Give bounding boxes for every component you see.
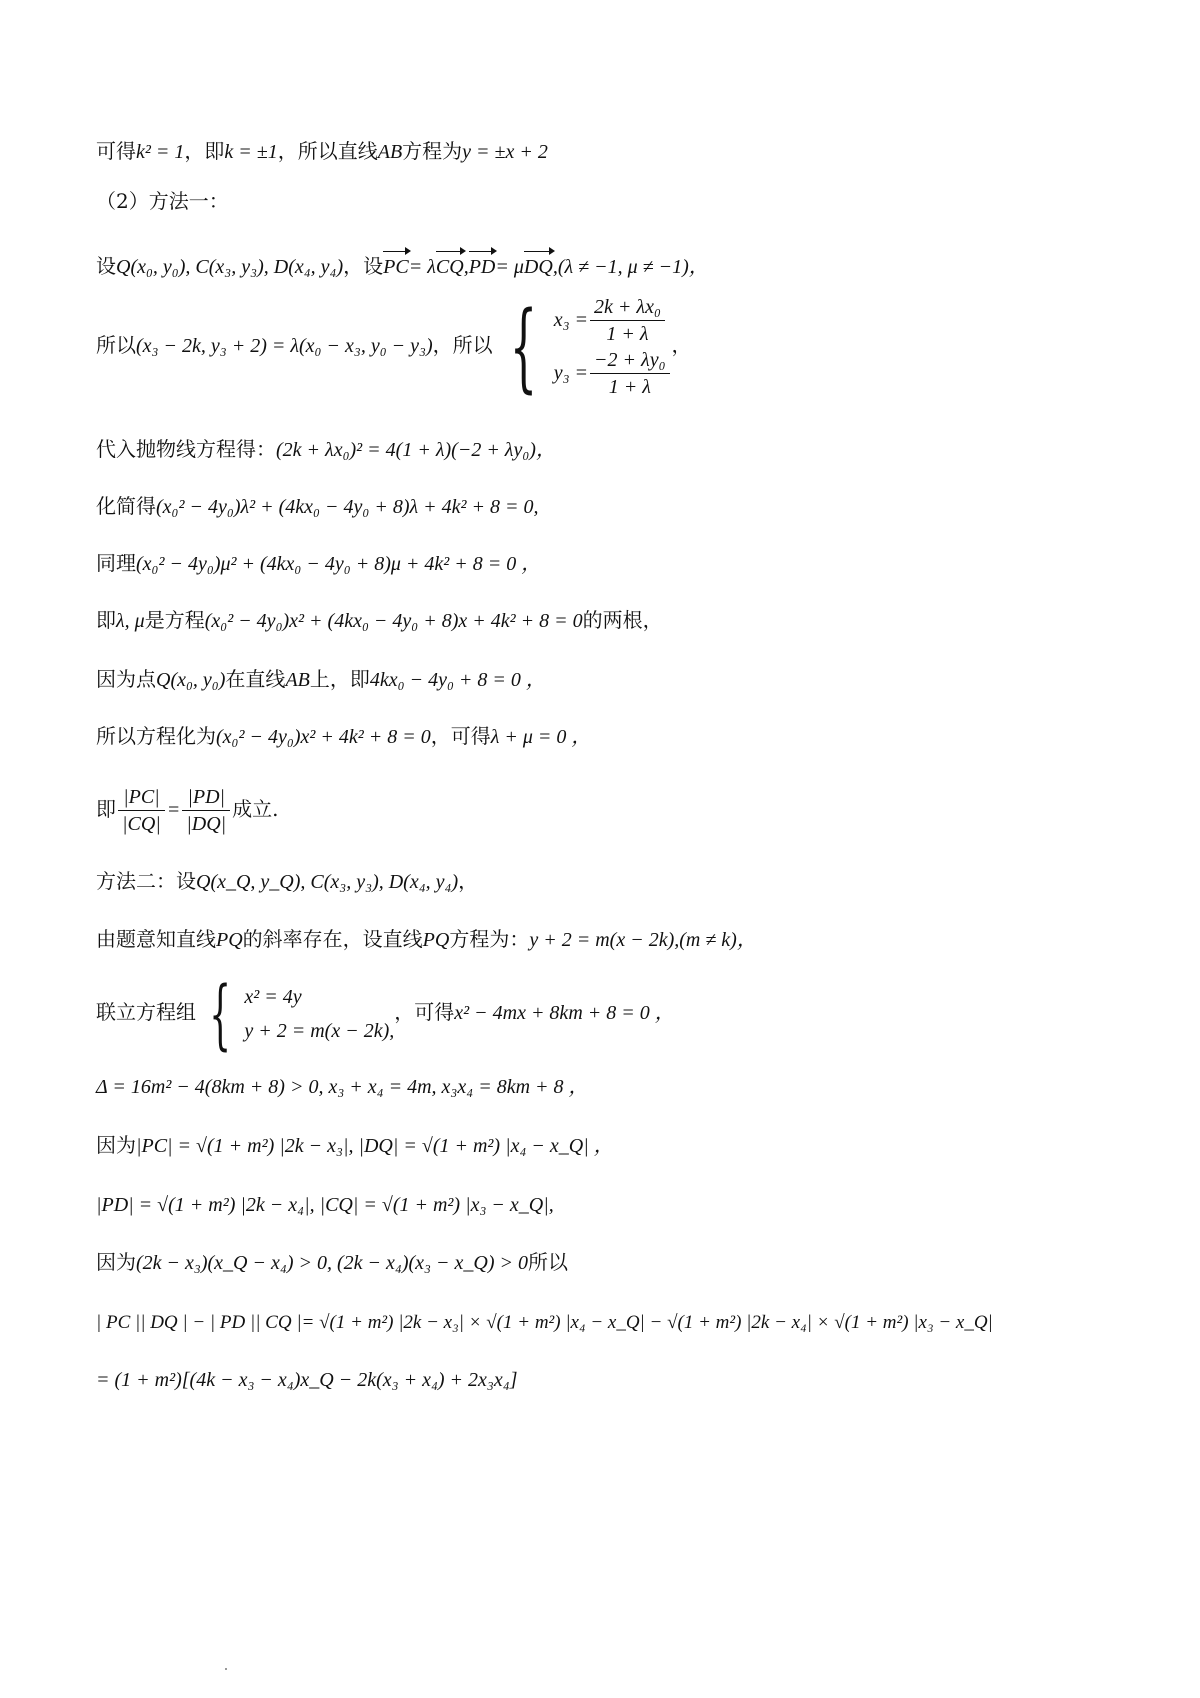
equation: k² = 1 [136,141,185,163]
equation: λ + μ = 0 ， [490,726,592,748]
text: 即 [96,608,116,632]
points: Q(x_Q, y_Q), C(x₃, y₃), D(x₄, y₄) [196,871,459,893]
text: 所以方程化为 [96,724,216,748]
text: ，可得 [430,724,491,748]
text: ，所以 [432,333,493,357]
equation: k = ±1 [224,141,278,163]
line-5 [96,435,1140,464]
text: 方程为 [402,139,463,163]
text: 所以 [527,1250,568,1274]
equals: = [166,799,181,821]
equation-system [244,980,394,1048]
equation: | PC || DQ | − | PD || CQ |= √(1 + m²) |2k − x₃| × √(1 + m²) |x₄ − x_Q| − √(1 + m²) |2k − x₄| × √(1 + m²) |x₃ − x_Q| [96,1312,993,1333]
text: 的两根， [582,608,663,632]
condition: ,(λ ≠ −1, μ ≠ −1)， [552,256,709,278]
separator: , [463,256,469,278]
text: 联立方程组 [96,1000,196,1024]
text: 代入抛物线方程得： [96,437,276,461]
y3-label: y₃ = [553,361,589,384]
line-name: PQ [422,929,450,951]
equation: = μ [495,256,524,278]
equation: = (1 + m²)[(4k − x₃ − x₄)x_Q − 2k(x₃ + x₄) + 2x₃x₄] [96,1369,518,1391]
line-15 [96,1072,1140,1101]
line-19 [96,1308,1140,1337]
equation: (x₀² − 4y₀)μ² + (4kx₀ − 4y₀ + 8)μ + 4k² + 8 = 0 ， [136,553,542,575]
vector-pd: PD [469,253,496,281]
text: ，设 [343,254,384,278]
text: 成立. [232,797,279,821]
method-heading: （2）方法一： [96,189,229,213]
text: 化简得 [96,494,156,518]
denominator: 1 + λ [608,375,651,398]
text: 方法二：设 [96,869,196,893]
line-13 [96,925,1140,954]
scan-dot [225,1668,227,1670]
line-8 [96,606,1140,635]
line-name: PQ [216,929,243,951]
line-9 [96,665,1140,694]
line-7 [96,549,1140,578]
text: 因为点 [96,667,156,691]
line-11 [96,776,1140,846]
vector-dq: DQ [524,253,553,281]
point: Q(x₀, y₀) [156,669,226,691]
equation: (x₃ − 2k, y₃ + 2) = λ(x₀ − x₃, y₀ − y₃) [136,335,433,357]
numerator: |PD| [182,784,230,811]
vector-pc: PC [383,253,409,281]
text: ， [671,333,692,357]
text: 因为 [96,1133,136,1157]
equation: (2k + λx₀)² = 4(1 + λ)(−2 + λy₀)， [276,439,556,461]
equation: = λ [408,256,436,278]
line-12 [96,867,1140,896]
equation: y = ±x + 2 [462,141,548,163]
text: 的斜率存在，设直线 [242,927,423,951]
text: ， [458,869,479,893]
line-14 [96,970,1140,1056]
denominator: 1 + λ [606,322,649,345]
line-1 [96,137,1140,166]
equation: (2k − x₃)(x_Q − x₄) > 0, (2k − x₄)(x₃ − x_Q) > 0 [136,1252,528,1274]
left-brace: { [209,968,232,1058]
left-brace: { [509,290,537,403]
line-10 [96,722,1140,751]
equation: Δ = 16m² − 4(8km + 8) > 0, x₃ + x₄ = 4m, x₃x₄ = 8km + 8 ， [96,1076,589,1098]
text: 方程为： [449,927,530,951]
numerator: 2k + λx₀ [590,294,665,321]
text: 上，即 [309,667,370,691]
system-row: x² = 4y [244,985,302,1008]
line-6 [96,492,1140,521]
equation: (x₀² − 4y₀)λ² + (4kx₀ − 4y₀ + 8)λ + 4k² + 8 = 0, [156,496,539,518]
equation: (x₀² − 4y₀)x² + 4k² + 8 = 0 [216,726,431,748]
equation: y + 2 = m(x − 2k),(m ≠ k)， [529,929,757,951]
text: 可得 [96,139,136,163]
text: 同理 [96,551,136,575]
line-name: AB [377,141,403,163]
line-2 [96,187,1140,215]
line-17 [96,1190,1140,1219]
equation: 4kx₀ − 4y₀ + 8 = 0 ， [369,669,546,691]
numerator: −2 + λy₀ [590,347,669,374]
line-4 [96,290,1140,402]
text: 设 [96,254,116,278]
vector-cq: CQ [436,253,464,281]
text: 所以 [96,333,136,357]
text: 在直线 [225,667,286,691]
text: ，即 [184,139,225,163]
x3-label: x₃ = [553,308,589,331]
equation: |PC| = √(1 + m²) |2k − x₃|, |DQ| = √(1 + m²) |x₄ − x_Q| ， [136,1135,614,1157]
text: ，可得 [394,1000,455,1024]
text: 是方程 [144,608,205,632]
equation: (x₀² − 4y₀)x² + (4kx₀ − 4y₀ + 8)x + 4k² + 8 = 0 [204,610,583,632]
numerator: |PC| [118,784,165,811]
line-3 [96,252,1140,281]
line-16 [96,1131,1140,1160]
text: 因为 [96,1250,136,1274]
denominator: |DQ| [186,813,227,835]
equation-system [554,294,672,400]
text: 即 [96,797,116,821]
line-20 [96,1365,1140,1394]
equation: x² − 4mx + 8km + 8 = 0 ， [454,1002,675,1024]
text: 由题意知直线 [96,927,216,951]
line-18 [96,1248,1140,1277]
denominator: |CQ| [122,813,161,835]
equation: |PD| = √(1 + m²) |2k − x₄|, |CQ| = √(1 + m²) |x₃ − x_Q|, [96,1194,554,1216]
points: Q(x₀, y₀), C(x₃, y₃), D(x₄, y₄) [116,256,344,278]
line-name: AB [285,669,310,691]
roots: λ, μ [116,610,145,632]
system-row: y + 2 = m(x − 2k), [244,1019,395,1042]
text: ，所以直线 [277,139,378,163]
